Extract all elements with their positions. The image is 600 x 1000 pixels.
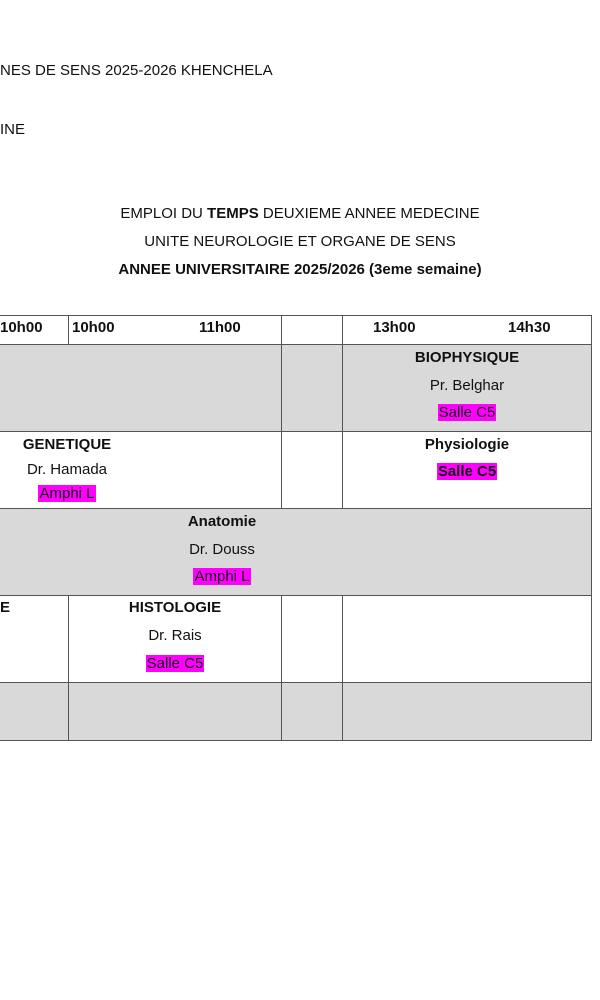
title-line-1-bold: TEMPS <box>207 205 259 222</box>
row1-room-cell <box>343 404 591 421</box>
grid-line-v2a <box>281 315 282 509</box>
row5-shade-4 <box>343 683 591 740</box>
time-label-1: 10h00 <box>0 319 43 336</box>
row5-shade-2 <box>69 683 281 740</box>
row4-teacher: Dr. Rais <box>148 627 202 644</box>
grid-line-v3b <box>342 595 343 741</box>
row5-shade-3 <box>282 683 342 740</box>
title-line-2: UNITE NEUROLOGIE ET ORGANE DE SENS <box>144 233 456 250</box>
row1-teacher: Pr. Belghar <box>429 377 505 394</box>
grid-line-h3 <box>0 431 592 432</box>
row4-room-cell <box>69 655 281 672</box>
grid-line-h2 <box>0 344 592 345</box>
grid-line-h4 <box>0 508 592 509</box>
row2-room-left-cell <box>0 485 134 502</box>
row1-room: Salle C5 <box>438 404 496 421</box>
row3-room-cell <box>0 568 444 585</box>
grid-line-v1a <box>68 315 69 344</box>
grid-line-h5 <box>0 595 592 596</box>
grid-line-v2b <box>281 595 282 741</box>
time-label-3: 11h00 <box>199 319 241 336</box>
grid-line-h1 <box>0 315 592 316</box>
row2-room-right-cell <box>343 463 591 480</box>
header-line-2: INE <box>0 121 26 138</box>
row4-left-fragment: E <box>0 599 11 616</box>
grid-line-v4 <box>591 315 592 741</box>
time-label-5: 14h30 <box>508 319 551 336</box>
title-line-1-pre: EMPLOI DU <box>120 205 208 222</box>
row3-subject: Anatomie <box>187 513 257 530</box>
row1-shade-left <box>0 345 281 431</box>
row3-teacher: Dr. Douss <box>189 541 255 558</box>
grid-line-h7 <box>0 740 592 741</box>
row5-shade-1 <box>0 683 68 740</box>
row2-room-left: Amphi L <box>39 485 95 502</box>
row3-room: Amphi L <box>194 568 250 585</box>
time-label-4: 13h00 <box>373 319 416 336</box>
row1-subject: BIOPHYSIQUE <box>414 349 520 366</box>
row2-subject-right: Physiologie <box>424 436 510 453</box>
row1-shade-mid <box>282 345 342 431</box>
grid-line-h6 <box>0 682 592 683</box>
row2-teacher-left: Dr. Hamada <box>26 461 108 478</box>
row2-subject-left: GENETIQUE <box>22 436 112 453</box>
row4-room: Salle C5 <box>146 655 204 672</box>
title-line-1-post: DEUXIEME ANNEE MEDECINE <box>258 205 480 222</box>
title-line-3: ANNEE UNIVERSITAIRE 2025/2026 (3eme semaine) <box>118 261 482 278</box>
row4-subject: HISTOLOGIE <box>128 599 222 616</box>
header-line-1: NES DE SENS 2025-2026 KHENCHELA <box>0 62 273 79</box>
row2-room-right: Salle C5 <box>437 463 497 480</box>
time-label-2: 10h00 <box>72 319 115 336</box>
